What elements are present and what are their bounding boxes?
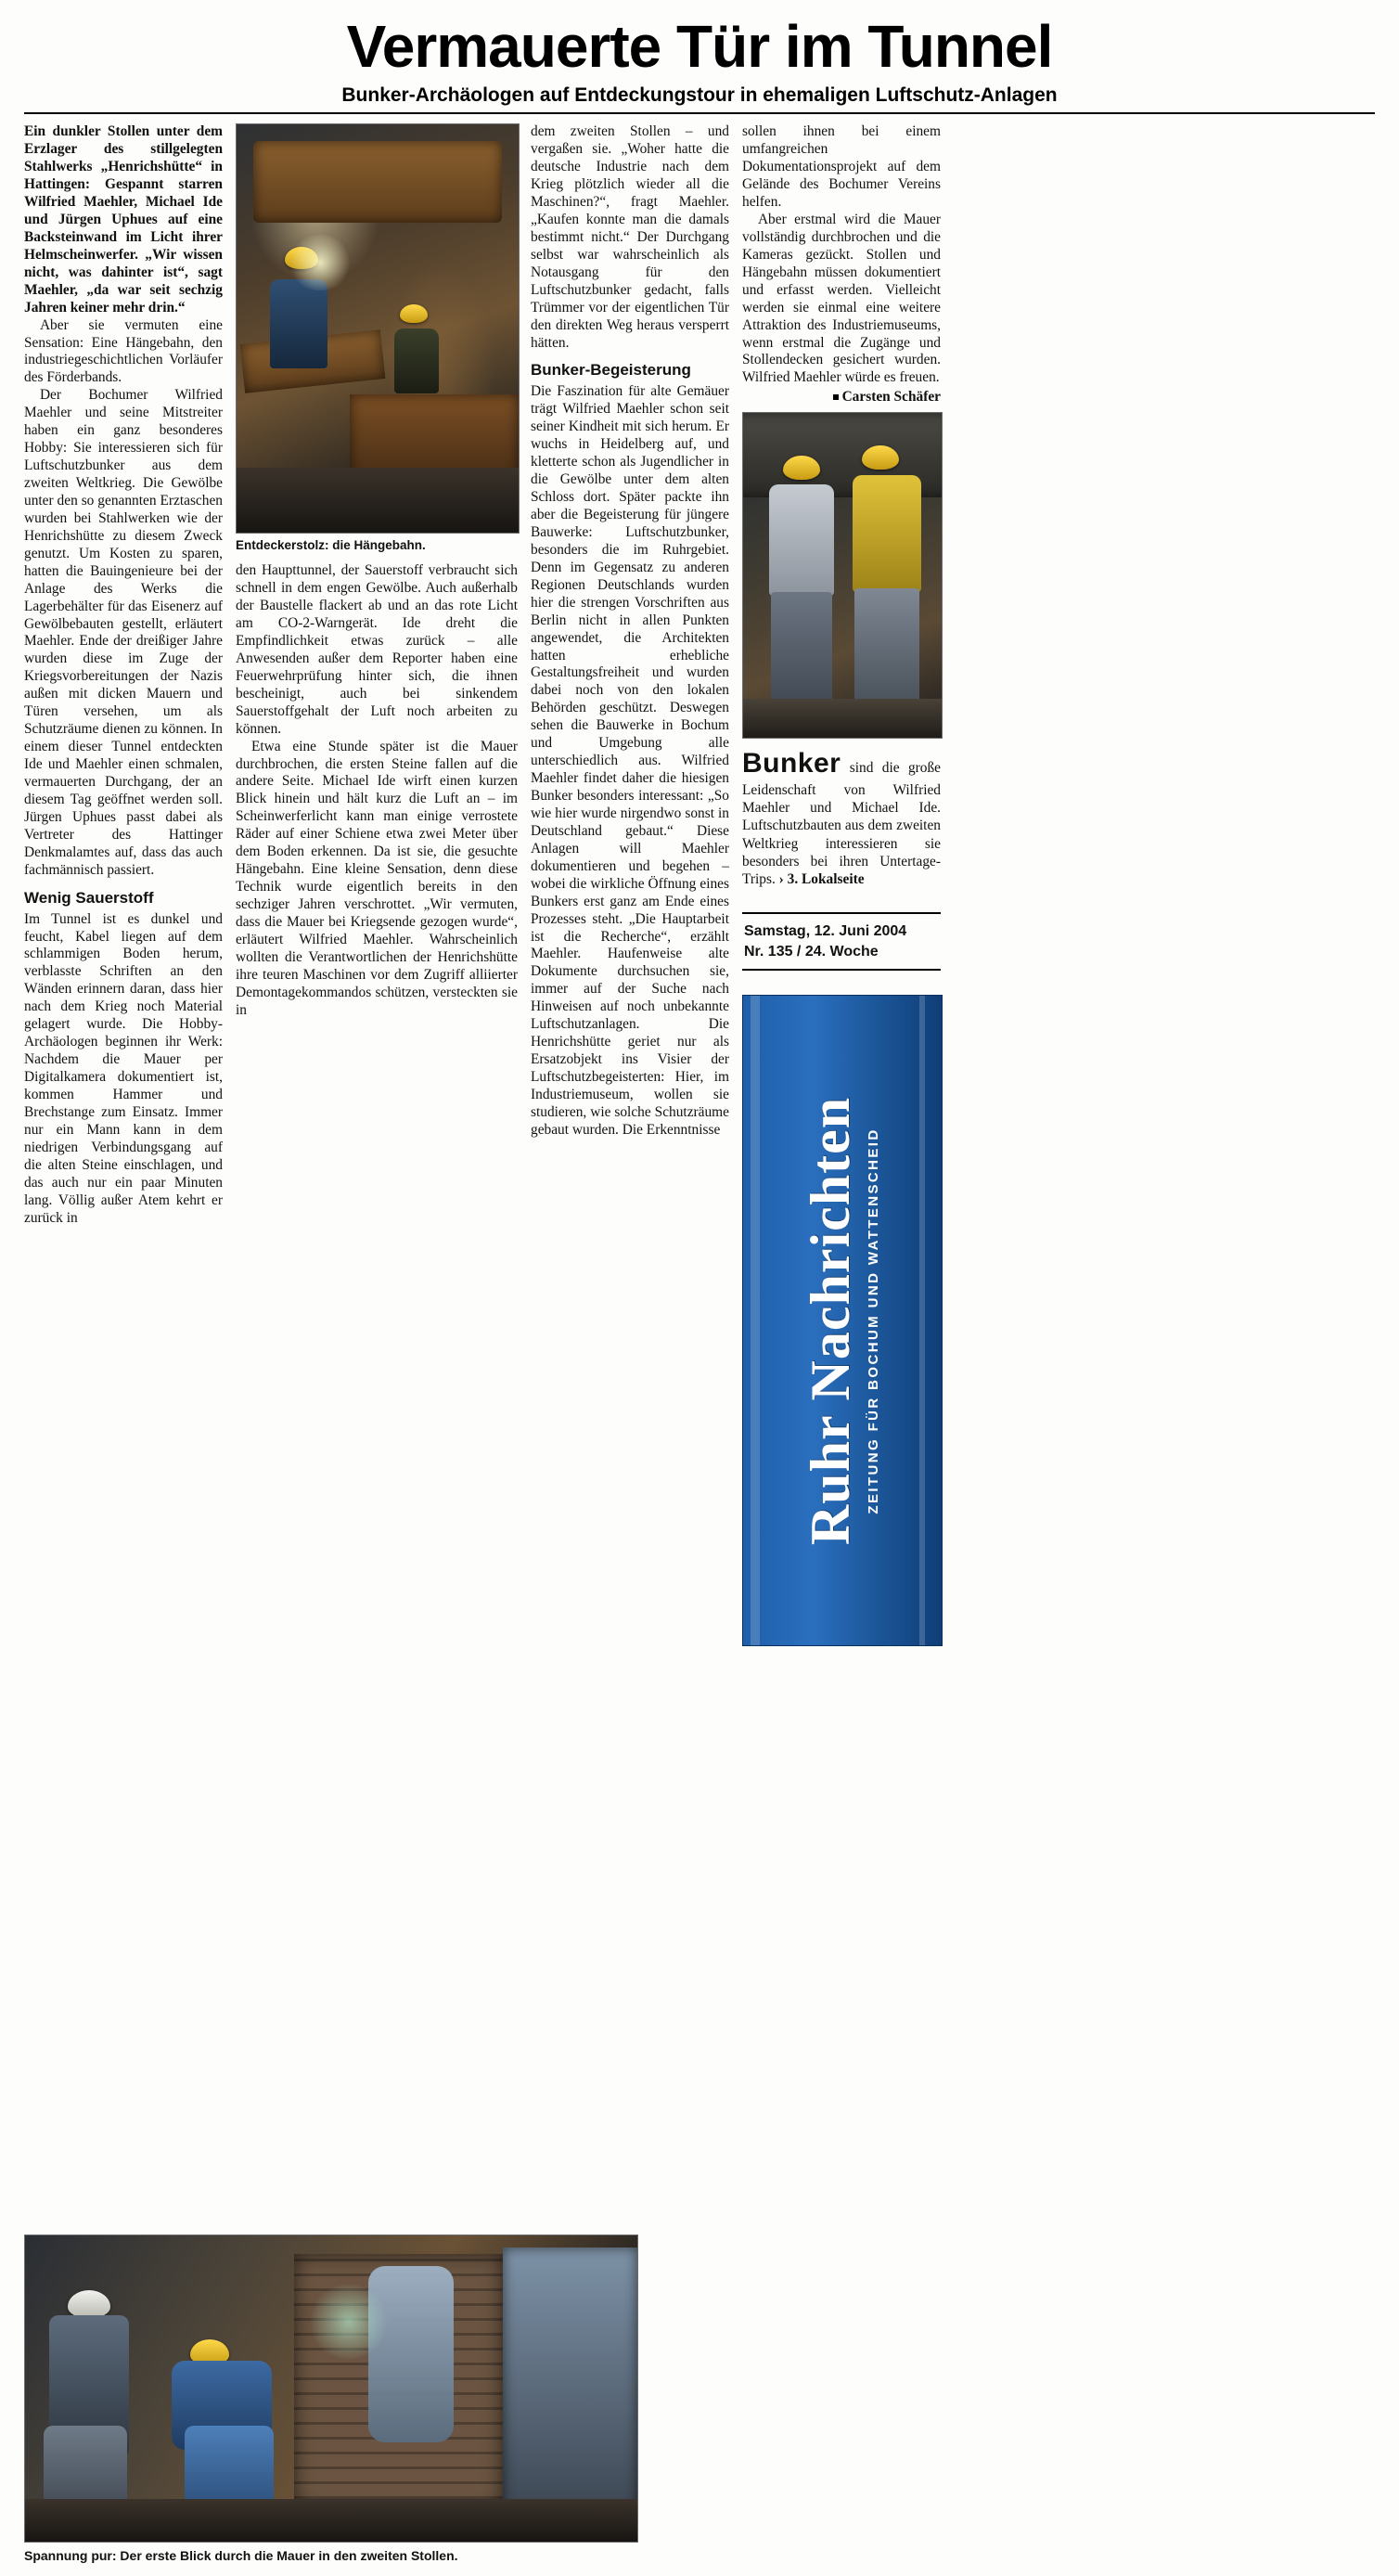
byline: [742, 389, 941, 406]
issue-number: Nr. 135 / 24. Woche: [744, 943, 879, 960]
paragraph: sollen ihnen bei einem umfangreichen Dokumentationsprojekt auf dem Gelände des Bochumer Vereins helfen.: [742, 123, 941, 211]
paragraph: den Haupttunnel, der Sauerstoff verbraucht sich schnell in dem engen Gewölbe. Auch außerhalb der Baustelle flackert ab und an das rote Licht am CO-2-Warngerät. Ide dreht die Empfindlichkeit etwas zurück – alle Anwesenden außer dem Reporter haben eine Feuerwehrprüfung hinter sich, die ihnen bescheinigt, auch bei sinkendem Sauerstoffgehalt der Luft noch arbeiten zu können.: [236, 562, 518, 737]
column-4: [742, 123, 941, 1646]
column-1: [24, 123, 223, 1227]
paragraph: Der Bochumer Wilfried Maehler und seine Mitstreiter haben ein ganz besonderes Hobby: Sie interessieren sich für Luftschutzbunker aus dem zweiten Weltkrieg. Die Gewölbe unter den so genannten Erztaschen wurden bei Stahlwerken wie der Henrichshütte zu diesem Zweck genutzt. Um Kosten zu sparen, hatten die Bauingenieure bei der Anlage des Werks die Lagerbehälter für das Eisenerz auf Gewölbebauten gestellt, erläutert Maehler. Ende der dreißiger Jahre wurden diese im Zuge der Kriegsvorbereitungen der Nazis außen mit dicken Mauern und Türen versehen, um als Schutzräume dienen zu können. In einem dieser Tunnel entdeckten Ide und Maehler einen schmalen, vermauerten Durchgang, der an diesem Tag geöffnet werden soll. Jürgen Uphues passt dabei als Vertreter des Hattinger Denkmalamtes auf, dass das auch fachmännisch passiert.: [24, 387, 223, 878]
paragraph: Aber erstmal wird die Mauer vollständig durchbrochen und die Kameras gezückt. Stollen und Hängebahn müssen dokumentiert und erfasst werden. Vielleicht werden sie einmal eine weitere Attraktion des Industriemuseums, wenn erstmal die Zugänge und Stollendecken gesichert wurden. Wilfried Maehler würde es freuen.: [742, 211, 941, 386]
photo-durchbruch: [24, 2235, 638, 2543]
paragraph: dem zweiten Stollen – und vergaßen sie. „Woher hatte die deutsche Industrie nach dem Krieg plötzlich wieder all die Maschinen?“, fragt Maehler. „Kaufen konnte man die damals bestimmt nicht.“ Der Durchgang selbst war wahrscheinlich als Notausgang für den Luftschutzbunker gedacht, falls Trümmer vor der eigentlichen Tür den direkten Weg heraus versperrt hätten.: [531, 123, 729, 351]
photo-bunker-portrait: [742, 412, 943, 739]
article-columns: [24, 123, 1375, 1646]
photo-caption-top: Entdeckerstolz: die Hängebahn.: [236, 538, 426, 553]
page-subtitle: Bunker-Archäologen auf Entdeckungstour in ehemaligen Luftschutz-Anlagen: [341, 84, 1058, 107]
logo-title: Ruhr Nachrichten: [800, 1096, 862, 1546]
masthead-logo: [742, 995, 943, 1646]
section-heading-bunker-begeisterung: Bunker-Begeisterung: [531, 361, 691, 380]
issue-date: Samstag, 12. Juni 2004: [744, 923, 907, 940]
author-name: Carsten Schäfer: [841, 389, 941, 406]
issue-date-box: [742, 912, 941, 971]
bunker-sidebar-note: [742, 746, 941, 888]
paragraph: Die Faszination für alte Gemäuer trägt Wilfried Maehler schon seit seiner Kindheit mit sich herum. Er wuchs in Heidelberg auf, und kletterte schon als Jugendlicher in die Gewölbe unter dem alten Schloss dort. Später packte ihn aber die Begeisterung für jüngere Bauwerke: Luftschutzbunker, besonders die im Ruhrgebiet. Denn im Gegensatz zu anderen Regionen Deutschlands wurden hier die strengen Vorschriften aus Berlin nicht in allen Punkten angewendet, die Architekten hatten erhebliche Gestaltungsfreiheit und wurden dabei noch von den lokalen Behörden geschützt. Deswegen sehen die Bauwerke in Bochum und Umgebung alle unterschiedlich aus. Wilfried Maehler findet daher die hiesigen Bunker besonders interessant: „So wie hier wurde nirgendwo sonst in Deutschland gebaut.“ Diese Anlagen will Maehler dokumentieren und begehen – wobei die wirkliche Öffnung eines Bunkers erst ganz am Ende eines Prozesses steht. „Die Hauptarbeit ist die Recherche“, erzählt Maehler. Haufenweise alte Dokumente durchsuchen sie, immer auf der Suche nach Hinweisen auf noch unbekannte Luftschutzanlagen. Die Henrichshütte geriet nur als Ersatzobjekt ins Visier der Luftschutzbegeisterten: Hier, im Industriemuseum, wollen sie studieren, wie solche Schutzräume gebaut wurden. Die Erkenntnisse: [531, 383, 729, 1138]
page-title: Vermauerte Tür im Tunnel: [346, 13, 1053, 80]
bullet-square-icon: [833, 394, 839, 400]
paragraph: Etwa eine Stunde später ist die Mauer durchbrochen, die ersten Steine fallen auf die andere Seite. Michael Ide wirft einen kurzen Blick hinein und hält kurz die Luft an – im Scheinwerferlicht kann man einige verrostete Räder auf einer Schiene etwa zwei Meter über dem Boden erkennen. Da ist sie, die gesuchte Hängebahn. Eine kleine Sensation, denn diese Technik wurde eigentlich bereits in den sechziger Jahren verschrottet. „Wir vermuten, dass die Mauer bei Kriegsende gezogen wurde“, erläutert Wilfried Maehler. Wahrscheinlich wollten die Verantwortlichen der Henrichshütte ihre teuren Maschinen vor dem Zugriff alliierter Demontagekommandos schützen, versteckten sie in: [236, 738, 518, 1018]
lead-paragraph: Ein dunkler Stollen unter dem Erzlager des stillgelegten Stahlwerks „Henrichshütte“ in Hattingen: Gespannt starren Wilfried Maehler, Michael Ide und Jürgen Uphues auf eine Backsteinwand im Licht ihrer Helmscheinwerfer. „Wir wissen nicht, was dahinter ist“, sagt Maehler, „da war seit sechzig Jahren keiner mehr drin.“: [24, 123, 223, 316]
column-2: [236, 123, 518, 1019]
paragraph: Im Tunnel ist es dunkel und feucht, Kabel liegen auf dem schlammigen Boden herum, verblasste Schriften an den Wänden erinnern daran, dass hier nach dem Krieg noch Material gelagert wurde. Die Hobby-Archäologen beginnen ihr Werk: Nachdem die Mauer per Digitalkamera dokumentiert ist, kommen Hammer und Brechstange zum Einsatz. Immer nur ein Mann kann in dem niedrigen Verbindungsgang auf die alten Steine einschlagen, und das auch nur ein paar Minuten lang. Völlig außer Atem kehrt er zurück in: [24, 910, 223, 1226]
bunker-keyword: Bunker: [742, 748, 841, 779]
page-reference: › 3. Lokalseite: [778, 871, 865, 888]
bunker-note-text: sind die große Leidenschaft von Wilfried Maehler und Michael Ide. Luftschutzbauten aus dem zweiten Weltkrieg interessieren sie besonders bei ihren Untertage-Trips.: [742, 760, 941, 888]
paragraph: Aber sie vermuten eine Sensation: Eine Hängebahn, den industriegeschichtlichen Vorläufer des Förderbands.: [24, 316, 223, 386]
logo-subtitle: ZEITUNG FÜR BOCHUM UND WATTENSCHEID: [866, 1127, 882, 1514]
photo-haengebahn: [236, 123, 520, 534]
photo-caption-bottom: Spannung pur: Der erste Blick durch die Mauer in den zweiten Stollen.: [24, 2548, 458, 2563]
column-3: [531, 123, 729, 1140]
bottom-photo-block: [24, 2229, 636, 2563]
header-divider: [24, 112, 1375, 114]
section-heading-wenig-sauerstoff: Wenig Sauerstoff: [24, 888, 154, 907]
